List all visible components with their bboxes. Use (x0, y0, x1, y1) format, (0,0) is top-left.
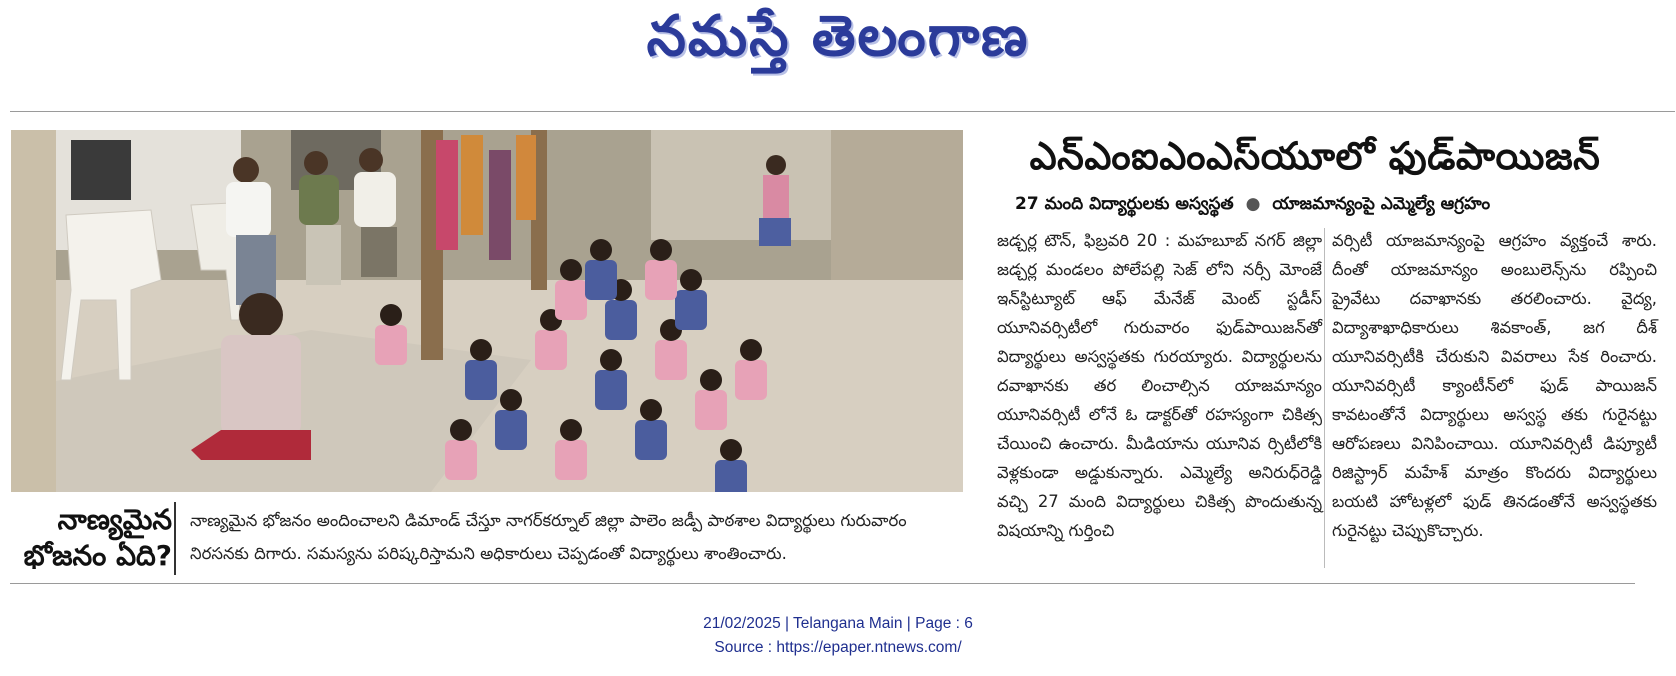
article-column-1 (997, 226, 1322, 545)
page-footer (0, 612, 1676, 660)
bottom-divider (10, 583, 1635, 584)
article-subhead (1015, 194, 1655, 218)
footer-date-line: 21/02/2025 | Telangana Main | Page : 6 (703, 615, 973, 632)
subhead-left: 27 మంది విద్యార్థులకు అస్వస్థత (1015, 194, 1234, 214)
photo-caption-title: నాణ్యమైన భోజనం ఏది? (23, 503, 172, 572)
newspaper-masthead: నమస్తే తెలంగాణ (646, 4, 1030, 69)
column-divider (1324, 228, 1325, 568)
top-divider (10, 111, 1675, 112)
article-headline: ఎన్‌ఎంఐఎంఎస్‌యూలో ఫుడ్‌పాయిజన్ (1029, 134, 1601, 178)
subhead-right: యాజమాన్యంపై ఎమ్మెల్యే ఆగ్రహం (1272, 194, 1491, 214)
article-column-2-text: వర్సిటీ యాజమాన్యంపై ఆగ్రహం వ్యక్తంచే శారు. దీంతో యాజమాన్యం అంబులెన్స్‌ను రప్పించి ప్రైవేటు దవాఖానకు తరలించారు. వైద్య, విద్యాశాఖాధికారులు శివకాంత్, జగ దీశ్ యూనివర్సిటీకి చేరుకుని వివరాలు సేక రించారు. యూనివర్సిటీ క్యాంటీన్‌లో ఫుడ్ పాయిజన్ కావటంతోనే విద్యార్థులు అస్వస్థ తకు గురైనట్టు ఆరోపణలు వినిపించాయి. యూనివర్సిటీ డిప్యూటీ రిజిస్ట్రార్ మహేశ్ మాత్రం కొందరు విద్యార్థులు బయటి హోటళ్లలో ఫుడ్ తినడంతోనే అస్వస్థతకు గురైనట్టు చెప్పుకొచ్చారు. (1332, 231, 1657, 540)
news-photo (11, 130, 963, 492)
caption-divider (174, 502, 176, 575)
footer-source-line: Source : https://epaper.ntnews.com/ (714, 639, 962, 656)
bullet-separator: ● (1245, 194, 1261, 214)
article-column-2 (1332, 226, 1657, 545)
article-column-1-text: జడ్చర్ల టౌన్, ఫిబ్రవరి 20 : మహబూబ్ నగర్ జిల్లా జడ్చర్ల మండలం పోలేపల్లి సెజ్ లోని నర్సీ మోంజే ఇన్‌స్టిట్యూట్ ఆఫ్ మేనేజ్ మెంట్ స్టడీస్ యూనివర్సిటీలో గురువారం ఫుడ్‌పాయిజన్‌తో విద్యార్థులు అస్వస్థతకు గురయ్యారు. విద్యార్థులను దవాఖానకు తర లించాల్సిన యాజమాన్యం యూనివర్సిటీ లోనే ఓ డాక్టర్‌తో రహస్యంగా చికిత్స చేయించి ఉంచారు. మీడియాను యూనివ ర్సిటీలోకి వెళ్లకుండా అడ్డుకున్నారు. ఎమ్మెల్యే అనిరుధ్‌రెడ్డి వచ్చి 27 మంది విద్యార్థులు చికిత్స పొందుతున్న విషయాన్ని గుర్తించి (997, 231, 1322, 540)
photo-caption-text: నాణ్యమైన భోజనం అందించాలని డిమాండ్ చేస్తూ నాగర్‌కర్నూల్ జిల్లా పాలెం జడ్పీ పాఠశాల విద్యార్థులు గురువారం నిరసనకు దిగారు. సమస్యను పరిష్కరిస్తామని అధికారులు చెప్పడంతో విద్యార్థులు శాంతించారు. (190, 511, 907, 563)
